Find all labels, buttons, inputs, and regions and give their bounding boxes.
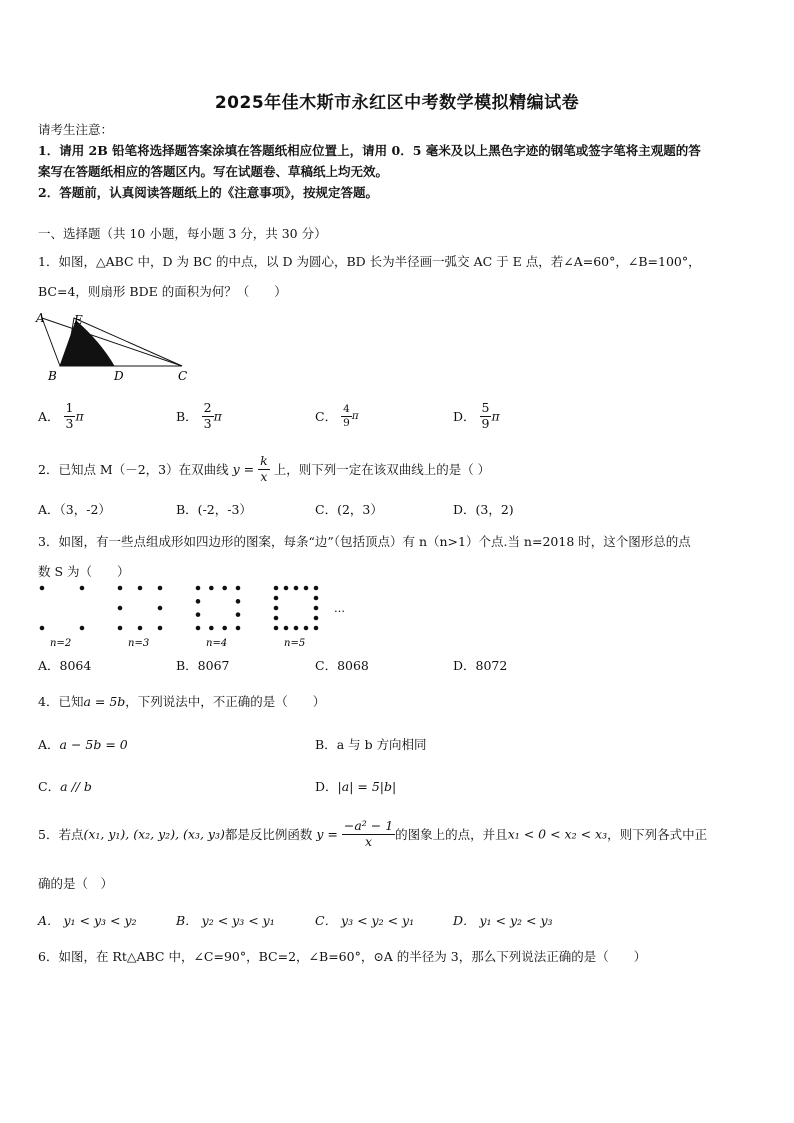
q4-option-a[interactable]: A．a − 5b = 0 — [38, 737, 128, 752]
pattern-dot — [222, 586, 227, 591]
q5-option-c[interactable]: C． y₃ < y₂ < y₁ — [315, 913, 415, 928]
label-n2: n=2 — [50, 638, 72, 649]
pattern-dot — [80, 586, 85, 591]
q1-option-c[interactable]: C． $\frac{4}{9}$ π — [315, 403, 359, 429]
q3-stem-line2: 数 S 为（ ） — [38, 564, 130, 579]
label-n4: n=4 — [206, 638, 228, 649]
pattern-dot — [118, 606, 123, 611]
pattern-dot — [236, 626, 241, 631]
pattern-dot — [80, 626, 85, 631]
label-d: D — [114, 369, 124, 383]
pattern-dot — [236, 586, 241, 591]
pattern-dot — [138, 626, 143, 631]
q5-stem: 5．若点(x₁, y₁), (x₂, y₂), (x₃, y₃)都是反比例函数 y = $\frac{\text{−a² − 1}}{x}$ 的图象上的点，并且x₁ < 0 < x₂ < x₃，则下列各式中正 — [38, 818, 708, 849]
pattern-dot — [274, 616, 279, 621]
pattern-dot — [40, 626, 45, 631]
pattern-dot — [284, 626, 289, 631]
q5-option-a[interactable]: A． y₁ < y₃ < y₂ — [38, 913, 137, 928]
pattern-dot — [314, 626, 319, 631]
q1-option-d[interactable]: D． $\frac{5}{9}$ π — [453, 400, 500, 431]
q5-option-b[interactable]: B． y₂ < y₃ < y₁ — [176, 913, 275, 928]
q6-stem: 6．如图，在 Rt△ABC 中，∠C=90°，BC=2，∠B=60°，⊙A 的半径为 3，那么下列说法正确的是（ ） — [38, 949, 647, 964]
q4-option-c[interactable]: C．a // b — [38, 779, 92, 794]
pattern-dot — [158, 586, 163, 591]
pattern-dot — [314, 616, 319, 621]
q2-option-b[interactable]: B．(-2，-3） — [176, 502, 252, 517]
pattern-dot — [314, 596, 319, 601]
sector-bde — [60, 321, 114, 366]
notice-heading: 请考生注意： — [38, 122, 114, 137]
pattern-dot — [236, 599, 241, 604]
q5-stem-line2: 确的是（ ） — [38, 876, 114, 891]
figure-ellipsis: … — [334, 602, 345, 615]
q5-option-d[interactable]: D． y₁ < y₂ < y₃ — [453, 913, 553, 928]
q1-stem-line1: 1．如图，△ABC 中，D 为 BC 的中点，以 D 为圆心，BD 长为半径画一弧交 AC 于 E 点，若∠A=60°，∠B=100°， — [38, 254, 701, 269]
label-n3: n=3 — [128, 638, 150, 649]
label-b: B — [48, 369, 57, 383]
pattern-dot — [196, 626, 201, 631]
q3-stem-line1: 3．如图，有一些点组成形如四边形的图案，每条“边”（包括顶点）有 n（n>1）个点.当 n=2018 时，这个图形总的点 — [38, 534, 691, 549]
notice-line-2: 2．答题前，认真阅读答题纸上的《注意事项》，按规定答题。 — [38, 185, 378, 200]
pattern-dot — [314, 606, 319, 611]
pattern-dot — [40, 586, 45, 591]
pattern-dot — [274, 596, 279, 601]
label-a: A — [36, 311, 45, 325]
pattern-dot — [294, 586, 299, 591]
q3-option-b[interactable]: B．8067 — [176, 658, 230, 673]
pattern-dot — [209, 586, 214, 591]
q4-stem: 4．已知a = 5b，下列说法中，不正确的是（ ） — [38, 694, 326, 709]
q2-option-d[interactable]: D．(3，2) — [453, 502, 514, 517]
pattern-dot — [314, 586, 319, 591]
q3-dot-patterns-figure — [34, 580, 364, 652]
pattern-dot — [158, 626, 163, 631]
q1-option-b[interactable]: B． $\frac{2}{3}$ π — [176, 400, 222, 431]
q4-option-d[interactable]: D．|a| = 5|b| — [315, 779, 397, 794]
q1-triangle-figure — [34, 308, 194, 384]
q2-option-c[interactable]: C．(2，3） — [315, 502, 383, 517]
pattern-dot — [274, 626, 279, 631]
pattern-dot — [274, 606, 279, 611]
pattern-dot — [222, 626, 227, 631]
q4-option-b[interactable]: B．a 与 b 方向相同 — [315, 737, 427, 752]
q2-option-a[interactable]: A．（3，-2） — [38, 502, 111, 517]
notice-line-1b: 案写在答题纸相应的答题区内。写在试题卷、草稿纸上均无效。 — [38, 164, 389, 179]
pattern-dot — [118, 586, 123, 591]
pattern-dot — [284, 586, 289, 591]
pattern-dot — [118, 626, 123, 631]
pattern-dot — [138, 586, 143, 591]
pattern-dot — [304, 586, 309, 591]
pattern-dot — [196, 599, 201, 604]
pattern-dot — [236, 612, 241, 617]
pattern-dot — [294, 626, 299, 631]
q1-stem-line2: BC=4，则扇形 BDE 的面积为何？（ ） — [38, 284, 287, 299]
label-c: C — [178, 369, 188, 383]
pattern-dot — [209, 626, 214, 631]
q2-stem: 2．已知点 M（－2，3）在双曲线 y = $\frac{k}{x}$ 上，则下列一定在该双曲线上的是（ ） — [38, 453, 491, 484]
q3-option-c[interactable]: C．8068 — [315, 658, 369, 673]
pattern-dot — [158, 606, 163, 611]
q3-option-a[interactable]: A．8064 — [38, 658, 92, 673]
pattern-dot — [196, 612, 201, 617]
q1-option-a[interactable]: A． $\frac{1}{3}$ π — [38, 400, 84, 431]
section-heading: 一、选择题（共 10 小题，每小题 3 分，共 30 分） — [38, 226, 327, 241]
page-title: 2025年佳木斯市永红区中考数学模拟精编试卷 — [214, 93, 580, 113]
pattern-dot — [274, 586, 279, 591]
pattern-dot — [196, 586, 201, 591]
label-n5: n=5 — [284, 638, 306, 649]
q3-option-d[interactable]: D．8072 — [453, 658, 508, 673]
pattern-dot — [304, 626, 309, 631]
notice-line-1a: 1．请用 2B 铅笔将选择题答案涂填在答题纸相应位置上，请用 0．5 毫米及以上黑色字迹的钢笔或签字笔将主观题的答 — [38, 143, 701, 158]
dot-groups — [40, 586, 319, 631]
label-e: E — [74, 313, 83, 327]
